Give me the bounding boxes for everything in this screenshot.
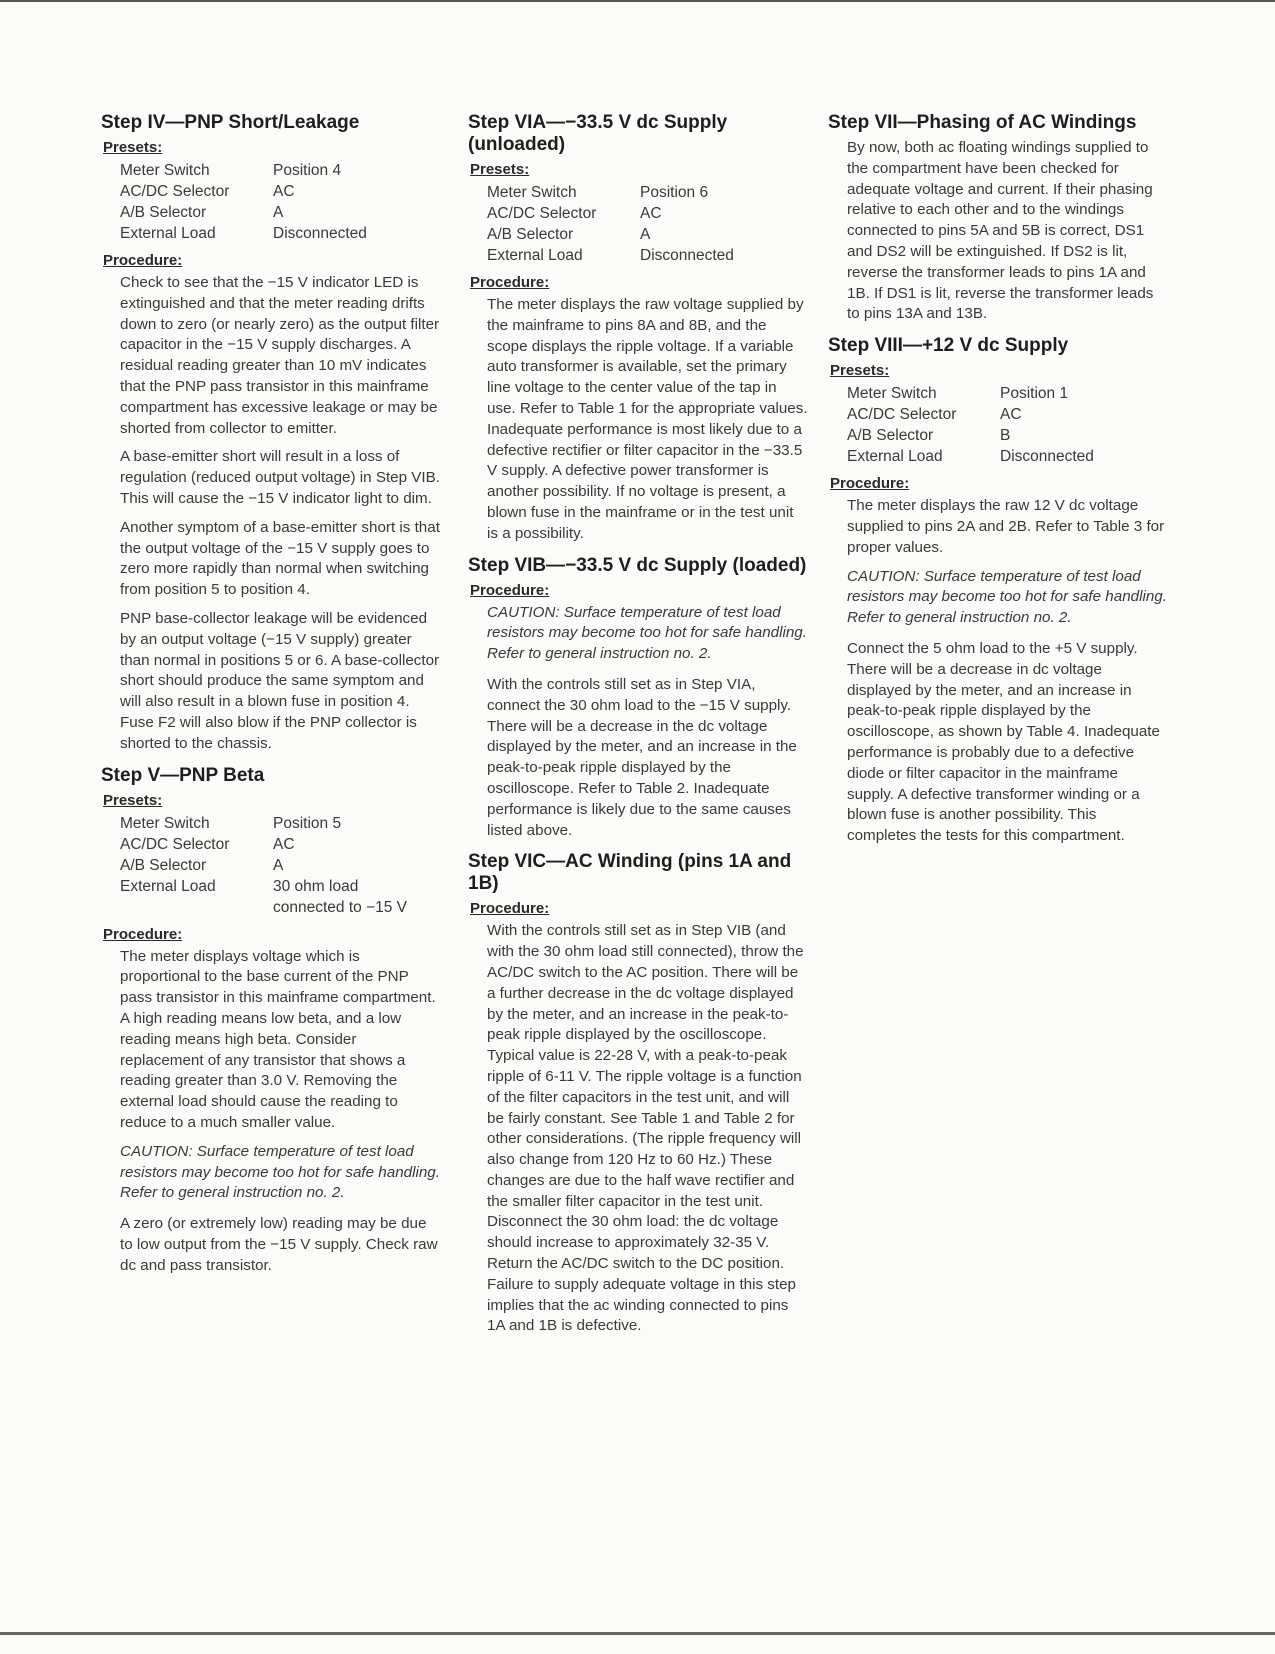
top-rule — [0, 0, 1275, 2]
bottom-rule — [0, 1632, 1275, 1635]
preset-key: External Load — [120, 225, 216, 242]
preset-value: AC — [273, 183, 295, 200]
step-viii-section — [828, 335, 1168, 847]
presets-table — [847, 383, 1094, 467]
step-vic-section — [468, 851, 808, 1337]
procedure-label: Procedure: — [830, 475, 910, 493]
preset-key: A/B Selector — [847, 427, 934, 445]
paragraph: A zero (or extremely low) reading may be due to low output from the −15 V supply. Check raw dc and pass transistor. — [120, 1215, 438, 1274]
preset-value: AC — [1000, 406, 1022, 424]
paragraph: Another symptom of a base-emitter short is that the output voltage of the −15 V supply goes to zero more rapidly than normal when switching from position 5 to position 4. — [120, 518, 440, 599]
preset-value: Disconnected — [1000, 448, 1094, 466]
preset-value: Disconnected — [640, 247, 734, 264]
paragraph: A base-emitter short will result in a loss of regulation (reduced output voltage) in Step VIB. This will cause the −15 V indicator light to dim. — [120, 448, 440, 507]
preset-key: Meter Switch — [120, 814, 210, 832]
paragraph: With the controls still set as in Step VIB (and with the 30 ohm load still connected), throw the AC/DC switch to the AC position. There will be a further decrease in the dc voltage displayed by the meter, and an increase in the peak-to-peak ripple displayed by the oscilloscope. Typical value is 22-28 V, with a peak-to-peak ripple of 6-11 V. The ripple voltage is a function of the filter capacitors in the test unit, and will be fairly constant. See Table 1 and Table 2 for other considerations. (The ripple frequency will also change from 120 Hz to 60 Hz.) These changes are due to the half wave rectifier and the smaller filter capacitor in the test unit. Disconnect the 30 ohm load: the dc voltage should increase to approximately 32-35 V. Return the AC/DC switch to the DC position. Failure to supply adequate voltage in this step implies that the ac winding connected to pins 1A and 1B is defective. — [487, 922, 804, 1335]
step-vic-title: Step VIC—AC Winding (pins 1A and 1B) — [468, 851, 792, 895]
step-vib-section — [468, 555, 808, 842]
procedure-label: Procedure: — [470, 900, 550, 918]
step-v-section — [101, 765, 441, 1277]
preset-key: External Load — [847, 448, 943, 466]
preset-value: A — [273, 204, 284, 221]
preset-key: Meter Switch — [120, 162, 210, 179]
presets-table — [120, 160, 367, 244]
paragraph: With the controls still set as in Step VIA, connect the 30 ohm load to the −15 V supply. There will be a decrease in the dc voltage displayed by the meter, and an increase in the peak-to-peak ripple displayed by the oscilloscope. Refer to Table 2. Inadequate performance is likely due to the same causes listed above. — [487, 675, 797, 839]
step-vib-title: Step VIB—−33.5 V dc Supply (loaded) — [468, 554, 807, 576]
paragraph: Check to see that the −15 V indicator LED is extinguished and that the meter reading drifts down to zero (or nearly zero) as the output filter capacitor in the −15 V supply discharges. A residual reading greater than 10 mV indicates that the PNP pass transistor in this mainframe compartment has excessive leakage or may be shorted from collector to emitter. — [120, 274, 440, 437]
step-v-title: Step V—PNP Beta — [101, 764, 265, 786]
paragraph: The meter displays the raw voltage supplied by the mainframe to pins 8A and 8B, and the scope displays the ripple voltage. If a variable auto transformer is available, set the primary line voltage to the center value of the tap in use. Refer to Table 1 for the appropriate values. Inadequate performance is most likely due to a defective rectifier or filter capacitor in the −33.5 V supply. A defective power transformer is another possibility. If no voltage is present, a blown fuse in the mainframe or in the test unit is a possibility. — [487, 296, 808, 542]
procedure-label: Procedure: — [470, 274, 550, 291]
caution-note: CAUTION: Surface temperature of test load resistors may become too hot for safe handling. Refer to general instruction no. 2. — [487, 603, 807, 663]
step-vii-section — [828, 112, 1168, 325]
step-via-section — [468, 112, 808, 545]
preset-key: Meter Switch — [847, 385, 937, 403]
paragraph: The meter displays the raw 12 V dc voltage supplied to pins 2A and 2B. Refer to Table 3 for proper values. — [847, 497, 1165, 556]
preset-key: AC/DC Selector — [120, 183, 230, 200]
presets-table — [120, 813, 407, 918]
preset-key: A/B Selector — [120, 204, 207, 221]
presets-label: Presets: — [830, 362, 890, 380]
preset-value: AC — [640, 205, 662, 222]
column-2 — [468, 112, 808, 1347]
preset-value: 30 ohm load — [273, 877, 359, 895]
column-1 — [101, 112, 441, 1286]
procedure-label: Procedure: — [470, 581, 550, 599]
preset-key: AC/DC Selector — [847, 406, 957, 424]
step-via-title: Step VIA—−33.5 V dc Supply (unloaded) — [468, 112, 728, 155]
presets-table — [487, 182, 734, 266]
procedure-label: Procedure: — [103, 925, 183, 943]
preset-key: A/B Selector — [120, 856, 207, 874]
presets-label: Presets: — [103, 791, 163, 809]
paragraph: Connect the 5 ohm load to the +5 V supply. There will be a decrease in dc voltage displayed by the meter, and an increase in peak-to-peak ripple displayed by the oscilloscope, as shown by Table 4. Inadequate performance is probably due to a defective diode or filter capacitor in the mainframe supply. A defective transformer winding or a blown fuse is another possibility. This completes the tests for this compartment. — [847, 639, 1160, 845]
paragraph: PNP base-collector leakage will be evidenced by an output voltage (−15 V supply) greater than normal in positions 5 or 6. A base-collector short should produce the same symptom and will also result in a blown fuse in position 4. Fuse F2 will also blow if the PNP collector is shorted to the chassis. — [120, 609, 440, 752]
preset-key: External Load — [487, 247, 583, 264]
preset-value: B — [1000, 427, 1011, 445]
preset-value: Position 4 — [273, 162, 342, 179]
step-iv-section — [101, 112, 441, 755]
preset-value: A — [273, 856, 284, 874]
paragraph: The meter displays voltage which is proportional to the base current of the PNP pass transistor in this mainframe compartment. A high reading means low beta, and a low reading means high beta. Consider replacement of any transistor that shows a reading greater than 3.0 V. Removing the external load should cause the reading to reduce to a much smaller value. — [120, 947, 436, 1131]
preset-value: AC — [273, 835, 295, 853]
presets-label: Presets: — [103, 139, 163, 156]
preset-key: A/B Selector — [487, 226, 574, 243]
preset-value: A — [640, 226, 651, 243]
presets-label: Presets: — [470, 161, 530, 178]
caution-note: CAUTION: Surface temperature of test load resistors may become too hot for safe handling. Refer to general instruction no. 2. — [120, 1142, 440, 1202]
column-3 — [828, 112, 1168, 857]
preset-value: Position 1 — [1000, 385, 1069, 403]
preset-value: Disconnected — [273, 225, 367, 242]
preset-key: AC/DC Selector — [120, 835, 230, 853]
caution-note: CAUTION: Surface temperature of test load resistors may become too hot for safe handling. Refer to general instruction no. 2. — [847, 567, 1167, 627]
paragraph: By now, both ac floating windings supplied to the compartment have been checked for adequate voltage and current. If their phasing relative to each other and to the windings connected to pins 5A and 5B is correct, DS1 and DS2 will be extinguished. If DS2 is lit, reverse the transformer leads to pins 1A and 1B. If DS1 is lit, reverse the transformer leads to pins 13A and 13B. — [847, 139, 1154, 323]
procedure-label: Procedure: — [103, 252, 183, 269]
preset-key: External Load — [120, 877, 216, 895]
step-iv-title: Step IV—PNP Short/Leakage — [101, 112, 360, 133]
preset-value: Position 5 — [273, 814, 342, 832]
preset-value-cont: connected to −15 V — [273, 898, 408, 916]
preset-key: Meter Switch — [487, 184, 577, 201]
step-viii-title: Step VIII—+12 V dc Supply — [828, 335, 1069, 357]
step-vii-title: Step VII—Phasing of AC Windings — [828, 112, 1137, 133]
preset-value: Position 6 — [640, 184, 709, 201]
preset-key: AC/DC Selector — [487, 205, 597, 222]
